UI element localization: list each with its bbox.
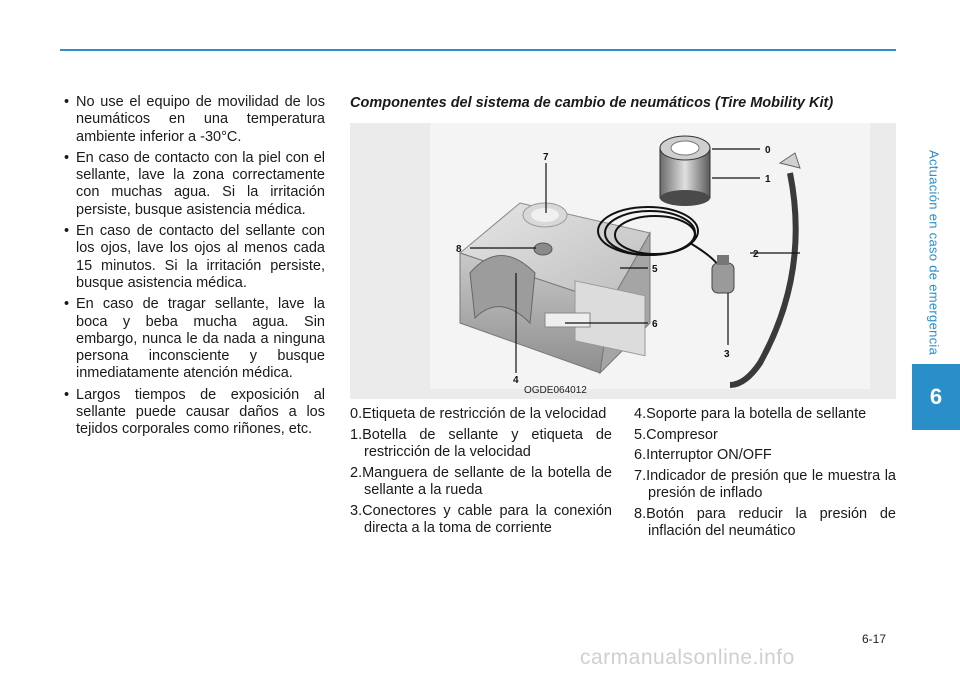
warning-item: • En caso de contacto del sellante con los ojos, lave los ojos al menos cada 15 minutos. Si la irritación persiste, busque asistencia médica. [62,223,325,292]
figure-code: OGDE064012 [524,385,587,396]
callout-2: 2 [753,249,759,260]
warning-item: • En caso de tragar sellante, lave la boca y beba mucha agua. Sin embargo, nunca le da nada a ninguna persona inconsciente y busque inmediatamente atención médica. [62,296,325,382]
callout-7: 7 [543,152,549,163]
component-item: 6.Interruptor ON/OFF [634,447,772,463]
component-item: 1.Botella de sellante y etiqueta de restricción de la velocidad [350,426,612,460]
header-rule [60,49,896,51]
component-item: 5.Compresor [634,426,718,443]
tire-mobility-kit-figure [350,123,896,399]
component-item: 0.Etiqueta de restricción de la velocidad [350,406,607,422]
watermark: carmanualsonline.info [580,646,795,669]
warning-item: • Largos tiempos de exposición al sellante puede causar daños a los tejidos corporales como riñones, etc. [62,387,325,439]
sealant-bottle [660,136,710,206]
callout-6: 6 [652,319,658,330]
callout-0: 0 [765,145,771,156]
chapter-side-label: Actuación en caso de emergencia [926,149,942,356]
component-item: 7.Indicador de presión que le muestra la presión de inflado [634,467,896,501]
component-item: 2.Manguera de sellante de la botella de sellante a la rueda [350,464,612,498]
section-title: Componentes del sistema de cambio de neumáticos (Tire Mobility Kit) [350,95,834,111]
callout-8: 8 [456,244,462,255]
warning-list [62,94,325,443]
callout-1: 1 [765,174,771,185]
components-list-b [634,406,896,544]
component-item: 3.Conectores y cable para la conexión directa a la toma de corriente [350,502,612,536]
callout-5: 5 [652,264,658,275]
component-item: 8.Botón para reducir la presión de inflación del neumático [634,505,896,539]
warning-item: • En caso de contacto con la piel con el sellante, lave la zona correctamente con muchas agua. Si la irritación persiste, busque asistencia médica. [62,150,325,219]
chapter-tab[interactable]: 6 [912,364,960,430]
callout-3: 3 [724,349,730,360]
warning-item: • No use el equipo de movilidad de los neumáticos en una temperatura ambiente inferior a -30°C. [62,94,325,146]
page-number: 6-17 [862,632,887,646]
callout-4: 4 [513,375,519,386]
component-item: 4.Soporte para la botella de sellante [634,406,867,422]
kit-illustration [350,123,896,399]
components-list-a [350,406,612,541]
